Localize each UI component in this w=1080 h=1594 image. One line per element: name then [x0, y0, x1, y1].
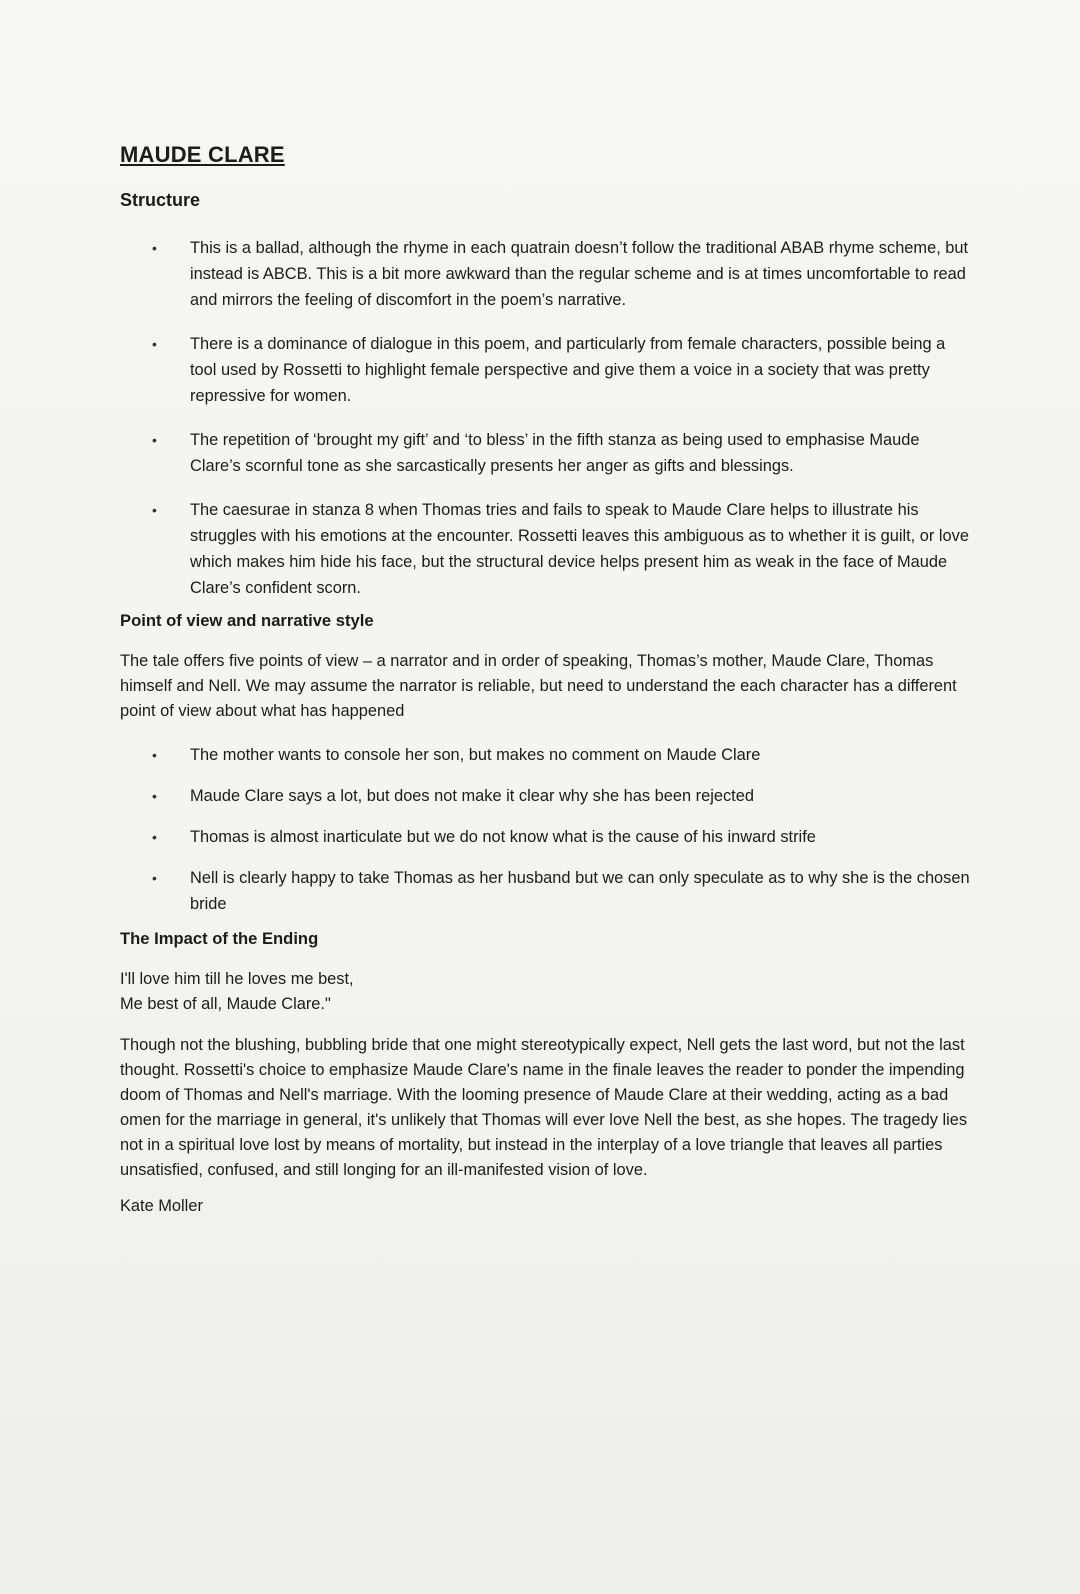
structure-bullet: • The repetition of ‘brought my gift’ and ‘to bless’ in the fifth stanza as being used to emphasise Maude Clare’s scornful tone as she sarcastically presents her anger as gifts and blessings. — [120, 427, 970, 479]
author-name: Kate Moller — [120, 1197, 203, 1215]
structure-bullet: • This is a ballad, although the rhyme in each quatrain doesn’t follow the traditional ABAB rhyme scheme, but instead is ABCB. This is a bit more awkward than the regular scheme and is at times uncomfortable to read and mirrors the feeling of discomfort in the poem’s narrative. — [120, 235, 970, 313]
poem-quote-line: Me best of all, Maude Clare." — [120, 995, 331, 1013]
document-title: MAUDE CLARE — [120, 142, 285, 167]
structure-bullet: • There is a dominance of dialogue in this poem, and particularly from female characters, possible being a tool used by Rossetti to highlight female perspective and give them a voice in a society that was pretty repressive for women. — [120, 331, 970, 409]
poem-quote-line: I'll love him till he loves me best, — [120, 970, 354, 988]
pov-bullet: • Thomas is almost inarticulate but we do not know what is the cause of his inward strife — [120, 824, 970, 850]
pov-heading: Point of view and narrative style — [120, 611, 374, 630]
ending-heading: The Impact of the Ending — [120, 929, 319, 948]
pov-bullet: • The mother wants to console her son, but makes no comment on Maude Clare — [120, 742, 970, 768]
document-content — [120, 142, 970, 1216]
poem-quote — [120, 967, 970, 1017]
structure-bullet-list — [120, 235, 970, 601]
pov-bullet: • Nell is clearly happy to take Thomas as her husband but we can only speculate as to why she is the chosen bride — [120, 865, 970, 917]
pov-intro-paragraph: The tale offers five points of view – a narrator and in order of speaking, Thomas’s mother, Maude Clare, Thomas himself and Nell. We may assume the narrator is reliable, but need to understand the each character has a different point of view about what has happened — [120, 652, 957, 720]
pov-bullet-list — [120, 742, 970, 917]
structure-heading: Structure — [120, 190, 201, 210]
ending-paragraph: Though not the blushing, bubbling bride that one might stereotypically expect, Nell gets the last word, but not the last thought. Rossetti's choice to emphasize Maude Clare's name in the finale leaves the reader to ponder the impending doom of Thomas and Nell's marriage. With the looming presence of Maude Clare at their wedding, acting as a bad omen for the marriage in general, it's unlikely that Thomas will ever love Nell the best, as she hopes. The tragedy lies not in a spiritual love lost by means of mortality, but instead in the interplay of a love triangle that leaves all parties unsatisfied, confused, and still longing for an ill-manifested vision of love. — [120, 1036, 968, 1179]
structure-bullet: • The caesurae in stanza 8 when Thomas tries and fails to speak to Maude Clare helps to illustrate his struggles with his emotions at the encounter. Rossetti leaves this ambiguous as to whether it is guilt, or love which makes him hide his face, but the structural device helps present him as weak in the face of Maude Clare’s confident scorn. — [120, 497, 970, 601]
pov-bullet: • Maude Clare says a lot, but does not make it clear why she has been rejected — [120, 783, 970, 809]
